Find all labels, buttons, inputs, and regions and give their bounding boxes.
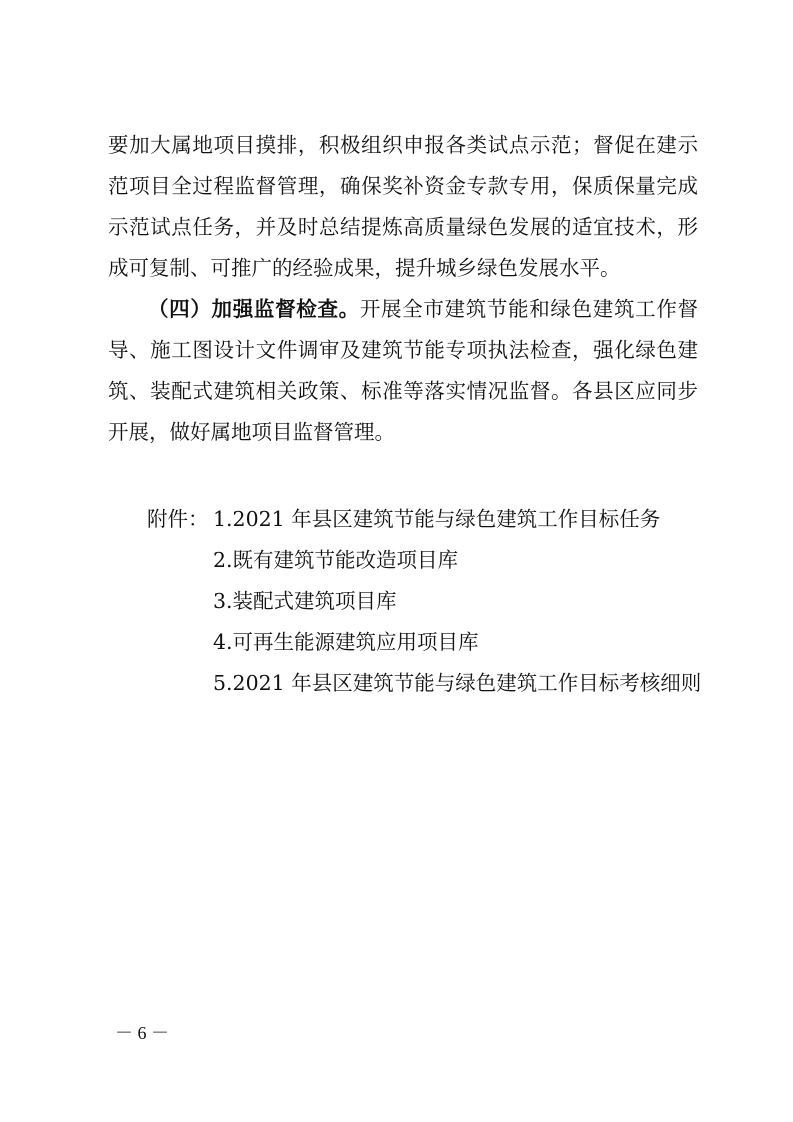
paragraph-2-line-2: 导、施工图设计文件调审及建筑节能专项执法检查，强化绿色建 (108, 338, 698, 362)
attachment-item-4: 4.可再生能源建筑应用项目库 (213, 630, 479, 654)
paragraph-2-line-3: 筑、装配式建筑相关政策、标准等落实情况监督。各县区应同步 (108, 379, 698, 403)
attachment-item-1: 1.2021 年县区建筑节能与绿色建筑工作目标任务 (213, 507, 661, 531)
attachment-item-2: 2.既有建筑节能改造项目库 (213, 548, 459, 572)
paragraph-2-line-1 (148, 297, 698, 321)
paragraph-1-line-4: 成可复制、可推广的经验成果，提升城乡绿色发展水平。 (108, 256, 621, 280)
attachment-item-3: 3.装配式建筑项目库 (213, 589, 397, 613)
paragraph-1-line-2: 范项目全过程监督管理，确保奖补资金专款专用，保质保量完成 (108, 174, 698, 198)
attachment-item-5: 5.2021 年县区建筑节能与绿色建筑工作目标考核细则 (213, 671, 702, 695)
page-number: － 6 － (115, 1023, 169, 1043)
paragraph-2-line-1-text: 开展全市建筑节能和绿色建筑工作督 (359, 297, 699, 321)
attachments-label: 附件： (147, 507, 209, 531)
paragraph-1-line-3: 示范试点任务，并及时总结提炼高质量绿色发展的适宜技术，形 (108, 215, 698, 239)
paragraph-1-line-1: 要加大属地项目摸排，积极组织申报各类试点示范；督促在建示 (108, 133, 698, 157)
paragraph-2-line-4: 开展，做好属地项目监督管理。 (108, 420, 395, 444)
section-heading: （四）加强监督检查。 (148, 297, 360, 321)
